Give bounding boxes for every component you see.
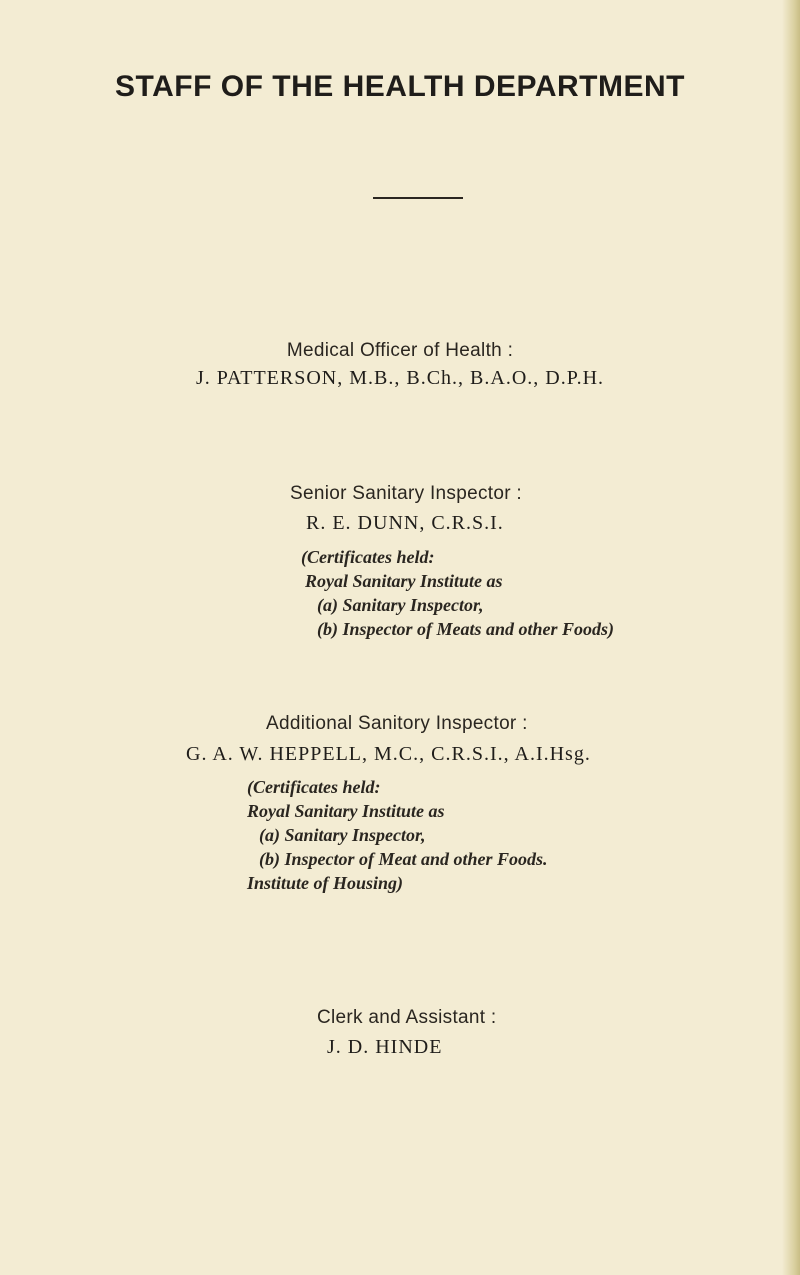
moh-section	[0, 340, 800, 362]
additional-role: Additional Sanitory Inspector :	[266, 713, 528, 734]
moh-name-row	[0, 367, 800, 390]
additional-cert-line: (Certificates held:	[247, 777, 381, 797]
additional-section	[266, 713, 528, 735]
additional-cert-line: Institute of Housing)	[247, 873, 404, 893]
title-divider	[373, 197, 463, 199]
page-edge	[782, 0, 800, 1275]
additional-certificates	[247, 775, 548, 895]
senior-cert-line: Royal Sanitary Institute as	[305, 571, 503, 591]
additional-cert-line: Royal Sanitary Institute as	[247, 801, 445, 821]
senior-name: R. E. DUNN, C.R.S.I.	[306, 512, 504, 534]
additional-name-row	[186, 743, 591, 766]
senior-section	[290, 483, 522, 505]
senior-cert-line: (b) Inspector of Meats and other Foods)	[317, 619, 615, 639]
clerk-role: Clerk and Assistant :	[317, 1007, 497, 1028]
clerk-name: J. D. HINDE	[327, 1036, 443, 1058]
page-title: STAFF OF THE HEALTH DEPARTMENT	[115, 70, 685, 103]
clerk-name-row	[327, 1036, 442, 1059]
additional-cert-line: (a) Sanitary Inspector,	[259, 825, 426, 845]
senior-certificates	[301, 545, 614, 641]
senior-cert-line: (a) Sanitary Inspector,	[317, 595, 484, 615]
senior-name-row	[306, 512, 504, 535]
moh-role: Medical Officer of Health :	[286, 340, 514, 361]
moh-name: J. PATTERSON, M.B., B.Ch., B.A.O., D.P.H.	[195, 367, 605, 389]
additional-name: G. A. W. HEPPELL, M.C., C.R.S.I., A.I.Hsg.	[186, 743, 591, 765]
senior-role: Senior Sanitary Inspector :	[290, 483, 522, 504]
senior-cert-line: (Certificates held:	[301, 547, 435, 567]
additional-cert-line: (b) Inspector of Meat and other Foods.	[259, 849, 548, 869]
clerk-section	[317, 1007, 497, 1029]
